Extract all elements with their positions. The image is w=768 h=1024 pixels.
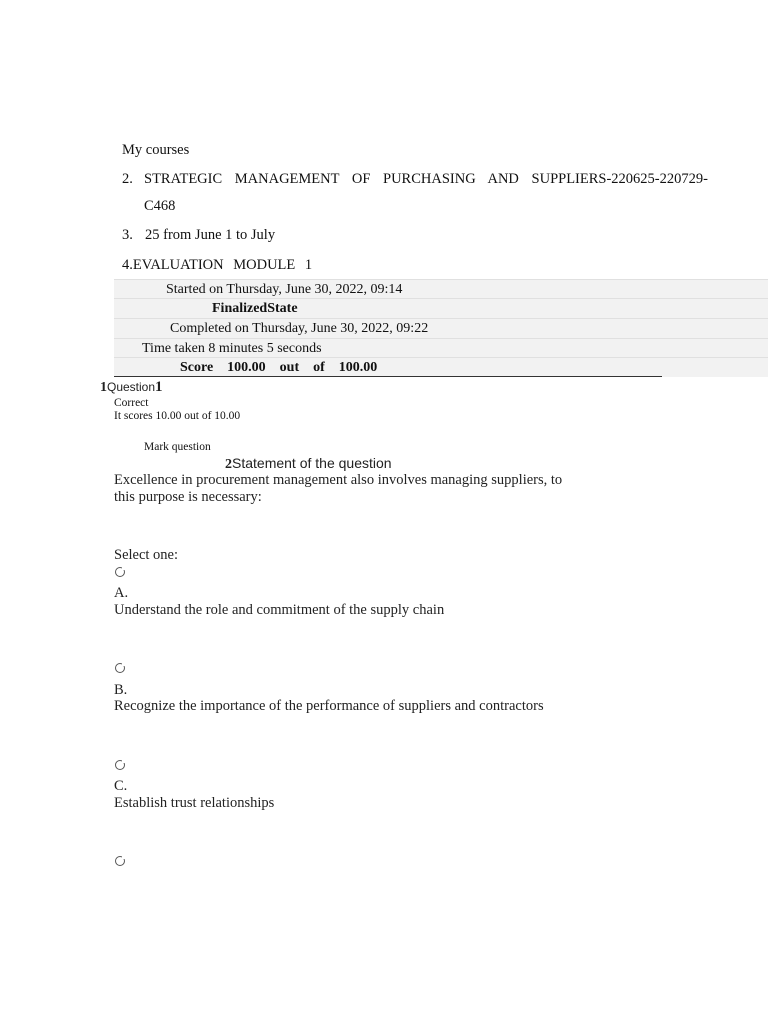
option-c-text[interactable]: Establish trust relationships (114, 795, 275, 811)
question-status: Correct (114, 397, 149, 409)
option-c-letter: C. (114, 778, 128, 794)
statement-number: 2 (225, 457, 232, 472)
question-text-line-1: Excellence in procurement management also involves managing suppliers, to (114, 472, 563, 488)
question-number: 1 (155, 379, 163, 395)
question-info (100, 379, 163, 396)
summary-row-state (114, 298, 768, 318)
option-a-radio[interactable] (115, 567, 125, 577)
breadcrumb-evaluation-module[interactable]: 4.EVALUATION MODULE 1 (122, 257, 313, 273)
completed-on-text: Completed on Thursday, June 30, 2022, 09:22 (170, 321, 429, 336)
breadcrumb-course-code[interactable]: C468 (144, 198, 176, 214)
breadcrumb-course-name[interactable]: STRATEGIC MANAGEMENT OF PURCHASING AND SUPPLIERS-220625-220729- (144, 171, 708, 187)
mark-question-link[interactable]: Mark question (144, 441, 211, 453)
time-taken-text: Time taken 8 minutes 5 seconds (142, 341, 322, 356)
summary-row-time-taken (114, 338, 768, 358)
question-label: Question (107, 380, 156, 394)
select-one-prompt: Select one: (114, 547, 179, 563)
breadcrumb-section[interactable]: 25 from June 1 to July (145, 227, 276, 243)
option-a-letter: A. (114, 585, 129, 601)
statement-label: Statement of the question (232, 455, 392, 471)
question-number-prefix: 1 (100, 380, 107, 395)
summary-row-completed (114, 318, 768, 338)
score-text: Score 100.00 out of 100.00 (180, 360, 378, 375)
summary-row-started (114, 279, 768, 299)
option-b-letter: B. (114, 682, 128, 698)
breadcrumb-item-3-number: 3. (122, 227, 133, 243)
option-d-radio[interactable] (115, 856, 125, 866)
option-b-text[interactable]: Recognize the importance of the performance of suppliers and contractors (114, 698, 544, 714)
started-on-text: Started on Thursday, June 30, 2022, 09:14 (166, 282, 403, 297)
option-c-radio[interactable] (115, 760, 125, 770)
question-statement-heading (225, 455, 392, 473)
state-text: FinalizedState (212, 301, 298, 316)
breadcrumb-item-2-number: 2. (122, 171, 133, 187)
question-points: It scores 10.00 out of 10.00 (114, 410, 241, 422)
question-text-line-2: this purpose is necessary: (114, 489, 262, 505)
option-a-text[interactable]: Understand the role and commitment of the supply chain (114, 602, 445, 618)
summary-divider (114, 376, 662, 377)
breadcrumb-my-courses[interactable]: My courses (122, 142, 190, 158)
option-b-radio[interactable] (115, 663, 125, 673)
summary-row-score (114, 357, 768, 377)
